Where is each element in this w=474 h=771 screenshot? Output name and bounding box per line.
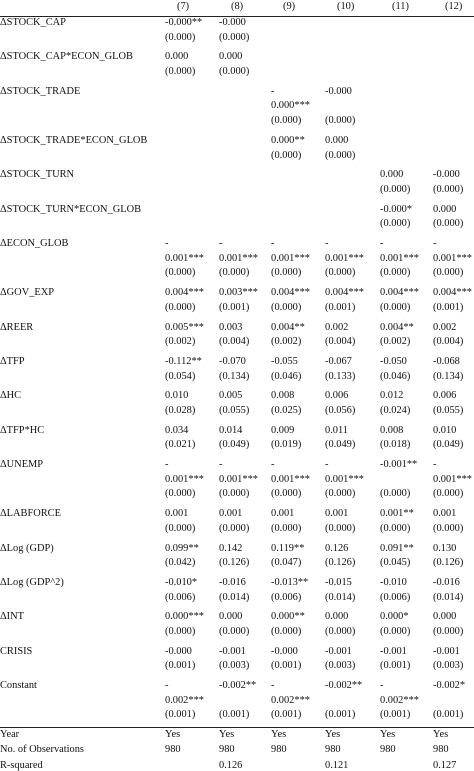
cell-value: - (165, 238, 169, 250)
cell-value: 0.121 (325, 759, 349, 771)
row-label: ΔHC (0, 390, 22, 402)
row-label: ΔSTOCK_TURN (0, 169, 75, 181)
cell-value: (0.049) (325, 439, 356, 451)
cell-value: 0.004*** (380, 287, 419, 299)
column-header: (9) (283, 1, 296, 12)
cell-value: (0.045) (380, 557, 411, 569)
cell-value: 0.006 (433, 390, 457, 402)
row-label: ΔSTOCK_CAP (0, 17, 66, 28)
cell-value: -0.002* (433, 680, 466, 692)
cell-value: - (271, 680, 275, 692)
row-label: ΔINT (0, 611, 24, 623)
cell-value: 0.010 (165, 390, 189, 402)
cell-value: 0.001*** (325, 473, 364, 485)
cell-value: (0.000) (433, 183, 464, 195)
row-label: ΔSTOCK_TRADE*ECON_GLOB (0, 134, 148, 146)
cell-value: (0.000) (433, 488, 464, 500)
cell-value: (0.000) (325, 488, 356, 500)
cell-value: (0.000) (219, 267, 250, 279)
cell-value: -0.015 (325, 576, 352, 588)
cell-value: 980 (165, 744, 181, 756)
cell-value: -0.000 (165, 645, 192, 657)
cell-value: - (271, 85, 275, 97)
cell-value: (0.000) (271, 488, 302, 500)
cell-value: 0.099** (165, 542, 199, 554)
cell-value: - (380, 680, 384, 692)
cell-value: (0.000) (380, 488, 411, 500)
row-label: ΔSTOCK_CAP*ECON_GLOB (0, 51, 133, 63)
cell-value: - (433, 238, 437, 250)
cell-value: (0.004) (433, 336, 464, 348)
cell-value: (0.055) (433, 404, 464, 416)
cell-value: 0.002*** (380, 694, 419, 706)
cell-value: -0.001** (380, 459, 418, 471)
cell-value: 0.000** (271, 134, 305, 146)
cell-value: - (271, 459, 275, 471)
row-label: ΔTFP (0, 355, 25, 367)
cell-value: 0.127 (433, 759, 457, 771)
cell-value: 980 (271, 744, 287, 756)
cell-value: (0.001) (380, 709, 411, 721)
row-label: ΔUNEMP (0, 459, 44, 471)
row-label: ΔTFP*HC (0, 424, 45, 436)
cell-value: 0.001 (219, 508, 243, 520)
cell-value: -0.000 (271, 645, 298, 657)
cell-value: (0.028) (165, 404, 196, 416)
row-label: ΔLog (GDP^2) (0, 576, 64, 588)
cell-value: (0.056) (325, 404, 356, 416)
cell-value: (0.014) (325, 591, 356, 603)
cell-value: 0.001 (325, 508, 349, 520)
cell-value: 0.000 (165, 51, 189, 63)
cell-value: (0.001) (380, 660, 411, 672)
cell-value: (0.001) (433, 709, 464, 721)
cell-value: (0.000) (325, 626, 356, 637)
cell-value: 0.004*** (165, 287, 204, 299)
cell-value: -0.000** (165, 17, 203, 28)
cell-value: (0.004) (219, 336, 250, 348)
cell-value: (0.001) (165, 660, 196, 672)
cell-value: Yes (380, 729, 396, 741)
cell-value: 0.001*** (433, 252, 472, 264)
cell-value: (0.024) (380, 404, 411, 416)
cell-value: 0.001*** (219, 473, 258, 485)
cell-value: (0.000) (380, 218, 411, 230)
cell-value: 0.001*** (380, 252, 419, 264)
cell-value: 0.000 (325, 611, 349, 623)
cell-value: (0.014) (433, 591, 464, 603)
cell-value: -0.001 (325, 645, 352, 657)
cell-value: 0.000*** (271, 100, 310, 112)
cell-value: 0.000 (219, 611, 243, 623)
cell-value: -0.112** (165, 355, 202, 367)
cell-value: (0.000) (433, 626, 464, 637)
cell-value: (0.000) (219, 66, 250, 78)
cell-value: 0.000 (380, 169, 404, 181)
cell-value: (0.000) (380, 522, 411, 534)
cell-value: (0.000) (165, 267, 196, 279)
cell-value: 0.000 (433, 611, 457, 623)
cell-value: Yes (165, 729, 181, 741)
cell-value: 0.091** (380, 542, 414, 554)
cell-value: 0.001** (380, 508, 414, 520)
cell-value: -0.000 (325, 85, 352, 97)
cell-value: (0.046) (380, 370, 411, 382)
cell-value: 0.000 (433, 203, 457, 215)
cell-value: (0.003) (325, 660, 356, 672)
cell-value: (0.126) (433, 557, 464, 569)
cell-value: 0.005 (219, 390, 243, 402)
cell-value: -0.001 (433, 645, 460, 657)
cell-value: (0.001) (219, 301, 250, 313)
cell-value: (0.004) (325, 336, 356, 348)
cell-value: -0.010* (165, 576, 198, 588)
cell-value: 0.002*** (165, 694, 204, 706)
cell-value: -0.055 (271, 355, 298, 367)
cell-value: 0.012 (380, 390, 404, 402)
cell-value: (0.000) (433, 267, 464, 279)
column-header: (7) (177, 1, 190, 12)
cell-value: Yes (219, 729, 235, 741)
cell-value: (0.000) (165, 301, 196, 313)
cell-value: 0.000 (219, 51, 243, 63)
cell-value: 0.000*** (165, 611, 204, 623)
cell-value: 0.008 (380, 424, 404, 436)
cell-value: - (165, 459, 169, 471)
cell-value: (0.046) (271, 370, 302, 382)
cell-value: 0.000** (271, 611, 305, 623)
cell-value: (0.000) (271, 301, 302, 313)
cell-value: (0.042) (165, 557, 196, 569)
cell-value: (0.000) (325, 149, 356, 161)
cell-value: (0.000) (165, 488, 196, 500)
cell-value: -0.000* (380, 203, 413, 215)
cell-value: -0.002** (325, 680, 363, 692)
cell-value: -0.000 (219, 17, 246, 28)
cell-value: 0.004*** (325, 287, 364, 299)
row-label: ΔSTOCK_TRADE (0, 85, 81, 97)
cell-value: 0.004** (380, 321, 414, 333)
cell-value: - (380, 238, 384, 250)
cell-value: 0.004*** (271, 287, 310, 299)
cell-value: -0.068 (433, 355, 460, 367)
cell-value: (0.126) (325, 557, 356, 569)
cell-value: 0.001 (271, 508, 295, 520)
cell-value: 0.006 (325, 390, 349, 402)
cell-value: (0.021) (165, 439, 196, 451)
cell-value: 0.002*** (271, 694, 310, 706)
cell-value: 0.009 (271, 424, 295, 436)
cell-value: 0.004*** (433, 287, 472, 299)
cell-value: (0.006) (271, 591, 302, 603)
cell-value: 0.001*** (219, 252, 258, 264)
cell-value: 0.001*** (271, 252, 310, 264)
cell-value: (0.000) (219, 522, 250, 534)
cell-value: (0.000) (271, 267, 302, 279)
cell-value: Yes (271, 729, 287, 741)
cell-value: (0.000) (219, 31, 250, 43)
cell-value: (0.001) (219, 709, 250, 721)
cell-value: (0.002) (165, 336, 196, 348)
cell-value: (0.126) (219, 557, 250, 569)
cell-value: 0.000 (325, 134, 349, 146)
cell-value: 980 (325, 744, 341, 756)
cell-value: (0.006) (165, 591, 196, 603)
cell-value: (0.134) (219, 370, 250, 382)
cell-value: (0.014) (219, 591, 250, 603)
cell-value: 980 (433, 744, 449, 756)
cell-value: -0.001 (380, 645, 407, 657)
footer-rule (0, 727, 474, 728)
cell-value: 0.004** (271, 321, 305, 333)
cell-value: 0.008 (271, 390, 295, 402)
cell-value: (0.000) (219, 488, 250, 500)
cell-value: 0.001*** (165, 473, 204, 485)
cell-value: (0.001) (325, 709, 356, 721)
cell-value: (0.047) (271, 557, 302, 569)
column-header: (11) (392, 1, 409, 12)
cell-value: (0.000) (433, 218, 464, 230)
cell-value: -0.001 (219, 645, 246, 657)
cell-value: (0.055) (219, 404, 250, 416)
cell-value: (0.000) (433, 522, 464, 534)
cell-value: (0.134) (433, 370, 464, 382)
cell-value: (0.000) (325, 522, 356, 534)
row-label: R-squared (0, 759, 43, 771)
cell-value: (0.018) (380, 439, 411, 451)
row-label: No. of Observations (0, 744, 84, 756)
cell-value: 980 (380, 744, 396, 756)
cell-value: (0.001) (271, 709, 302, 721)
cell-value: (0.000) (271, 522, 302, 534)
cell-value: - (325, 238, 329, 250)
row-label: ΔLog (GDP) (0, 542, 54, 554)
cell-value: (0.054) (165, 370, 196, 382)
cell-value: (0.006) (380, 591, 411, 603)
cell-value: (0.001) (271, 660, 302, 672)
row-label: ΔSTOCK_TURN*ECON_GLOB (0, 203, 141, 215)
cell-value: (0.001) (325, 301, 356, 313)
cell-value: -0.010 (380, 576, 407, 588)
cell-value: -0.013** (271, 576, 309, 588)
cell-value: (0.049) (219, 439, 250, 451)
cell-value: 0.130 (433, 542, 457, 554)
cell-value: 0.010 (433, 424, 457, 436)
cell-value: (0.003) (219, 660, 250, 672)
cell-value: (0.000) (380, 626, 411, 637)
cell-value: (0.000) (165, 66, 196, 78)
cell-value: 0.000* (380, 611, 409, 623)
cell-value: - (325, 459, 329, 471)
cell-value: 0.002 (325, 321, 349, 333)
cell-value: (0.000) (271, 115, 302, 127)
cell-value: (0.000) (219, 626, 250, 637)
cell-value: - (165, 680, 169, 692)
cell-value: (0.001) (165, 709, 196, 721)
cell-value: (0.025) (271, 404, 302, 416)
row-label: ΔLABFORCE (0, 508, 61, 520)
column-header: (10) (337, 1, 355, 12)
cell-value: (0.000) (271, 149, 302, 161)
cell-value: - (271, 238, 275, 250)
row-label: Constant (0, 680, 37, 692)
cell-value: 0.034 (165, 424, 189, 436)
cell-value: (0.002) (380, 336, 411, 348)
column-header: (8) (231, 1, 244, 12)
cell-value: 0.003*** (219, 287, 258, 299)
cell-value: (0.000) (165, 626, 196, 637)
cell-value: (0.049) (433, 439, 464, 451)
cell-value: - (433, 459, 437, 471)
cell-value: 0.001 (433, 508, 457, 520)
cell-value: 0.142 (219, 542, 243, 554)
cell-value: 0.001 (165, 508, 189, 520)
row-label: CRISIS (0, 645, 33, 657)
cell-value: (0.000) (271, 626, 302, 637)
cell-value: (0.000) (325, 115, 356, 127)
cell-value: 0.011 (325, 424, 348, 436)
cell-value: (0.019) (271, 439, 302, 451)
cell-value: (0.002) (271, 336, 302, 348)
cell-value: 0.119** (271, 542, 305, 554)
cell-value: 0.003 (219, 321, 243, 333)
cell-value: -0.016 (219, 576, 246, 588)
cell-value: -0.050 (380, 355, 407, 367)
cell-value: 0.001*** (271, 473, 310, 485)
cell-value: (0.000) (380, 301, 411, 313)
cell-value: (0.001) (433, 301, 464, 313)
cell-value: (0.000) (165, 522, 196, 534)
cell-value: -0.002** (219, 680, 257, 692)
cell-value: Yes (433, 729, 449, 741)
cell-value: 0.005*** (165, 321, 204, 333)
cell-value: (0.000) (380, 267, 411, 279)
row-label: ΔECON_GLOB (0, 238, 69, 250)
cell-value: 0.126 (325, 542, 349, 554)
cell-value: (0.133) (325, 370, 356, 382)
row-label: Year (0, 729, 20, 741)
cell-value: Yes (325, 729, 341, 741)
cell-value: -0.000 (433, 169, 460, 181)
column-header: (12) (445, 1, 463, 12)
cell-value: 0.001*** (165, 252, 204, 264)
cell-value: (0.000) (165, 31, 196, 43)
cell-value: (0.000) (325, 267, 356, 279)
cell-value: (0.000) (380, 183, 411, 195)
cell-value: 980 (219, 744, 235, 756)
cell-value: -0.067 (325, 355, 352, 367)
cell-value: (0.003) (433, 660, 464, 672)
row-label: ΔGOV_EXP (0, 287, 55, 299)
cell-value: -0.016 (433, 576, 460, 588)
cell-value: 0.002 (433, 321, 457, 333)
cell-value: - (219, 459, 223, 471)
cell-value: 0.126 (219, 759, 243, 771)
row-label: ΔREER (0, 321, 34, 333)
cell-value: 0.014 (219, 424, 243, 436)
cell-value: - (219, 238, 223, 250)
cell-value: 0.001*** (433, 473, 472, 485)
cell-value: 0.001*** (325, 252, 364, 264)
cell-value: -0.070 (219, 355, 246, 367)
